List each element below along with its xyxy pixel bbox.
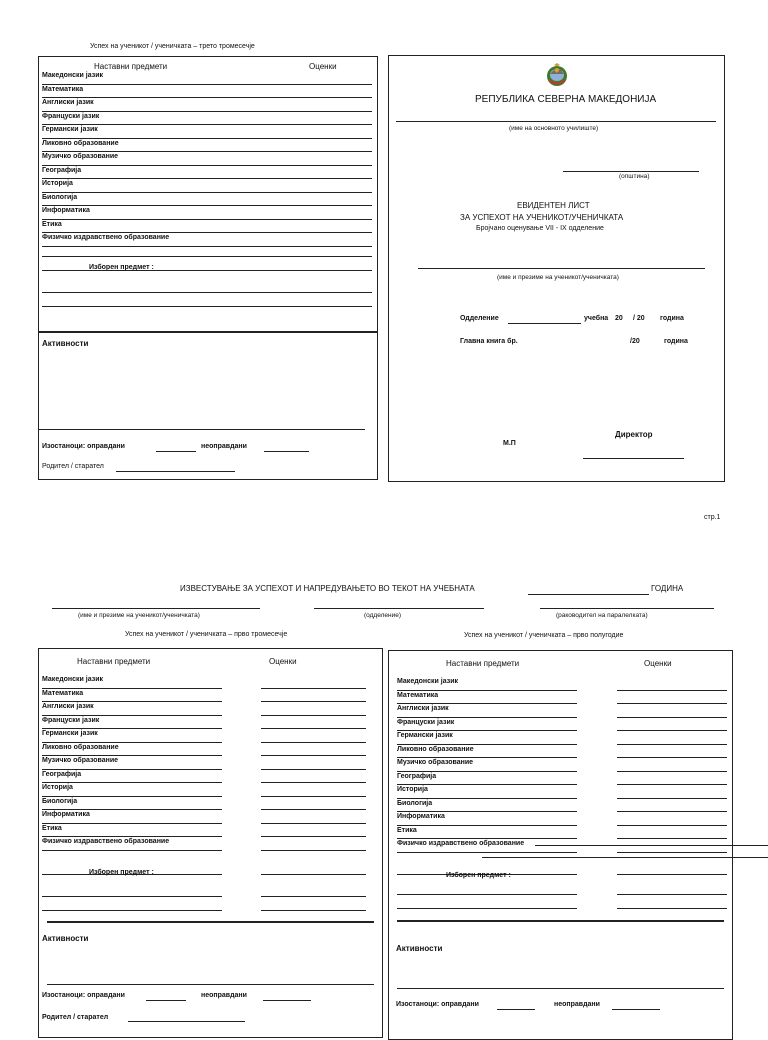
subject-label: Француски јазик — [42, 112, 100, 120]
subject-line — [397, 811, 577, 812]
year-label: година — [660, 315, 684, 322]
grade-input-line[interactable] — [261, 192, 371, 193]
subject-label: Македонски јазик — [42, 72, 104, 79]
class-label: Одделение — [460, 315, 499, 322]
subject-label: Географија — [42, 770, 82, 778]
subject-line — [397, 690, 577, 691]
parent-label: Родител / старател — [42, 1014, 109, 1021]
grade-input-line[interactable] — [617, 852, 727, 853]
grade-input-line[interactable] — [617, 784, 727, 785]
subject-line — [42, 836, 222, 837]
hdr-subjects: Наставни предмети — [446, 659, 520, 668]
report-title: ИЗВЕСТУВАЊЕ ЗА УСПЕХОТ И НАПРЕДУВАЊЕТО ВО ТЕКОТ НА УЧЕБНАТА — [180, 584, 475, 593]
grade-input-line[interactable] — [261, 97, 371, 98]
grade-input-line[interactable] — [617, 798, 727, 799]
subject-line — [397, 717, 577, 718]
subject-label: Ликовно образование — [397, 745, 474, 753]
grade-input-line[interactable] — [261, 836, 366, 837]
subject-label: Географија — [42, 166, 82, 174]
subject-line — [42, 755, 222, 756]
top-left-form — [38, 56, 378, 480]
subject-label: Македонски јазик — [42, 676, 104, 683]
grade-input-line[interactable] — [617, 771, 727, 772]
subject-line — [397, 703, 577, 704]
grade-input-line[interactable] — [617, 717, 727, 718]
subject-line — [397, 744, 577, 745]
grade-input-line[interactable] — [617, 703, 727, 704]
elective-label: Изборен предмет : — [89, 264, 154, 271]
subject-label: Физичко издравствено образование — [42, 838, 170, 845]
grade-input-line[interactable] — [617, 744, 727, 745]
elective-line — [42, 910, 222, 911]
subject-label: Биологија — [42, 797, 78, 805]
subject-line — [42, 782, 222, 783]
subject-line — [42, 850, 222, 851]
elective-grade-line[interactable] — [617, 874, 727, 875]
grade-input-line[interactable] — [261, 755, 366, 756]
subject-line — [42, 688, 222, 689]
elective-grade-line[interactable] — [261, 292, 371, 293]
subject-label: Информатика — [397, 813, 445, 820]
grade-input-line[interactable] — [261, 205, 371, 206]
bottom-left-form — [38, 648, 383, 1038]
grade-input-line[interactable] — [261, 178, 371, 179]
grade-input-line[interactable] — [261, 809, 366, 810]
grade-input-line[interactable] — [617, 838, 727, 839]
subject-label: Физичко издравствено образование — [397, 840, 525, 847]
subject-line — [397, 757, 577, 758]
grade-input-line[interactable] — [617, 690, 727, 691]
school-year-label: учебна — [584, 315, 609, 322]
year-prefix-1: 20 — [615, 315, 623, 322]
subject-label: Етика — [397, 826, 417, 834]
subject-label: Математика — [42, 689, 84, 697]
subject-line — [397, 852, 577, 853]
subject-line — [42, 823, 222, 824]
book-year-label: година — [664, 338, 688, 345]
subject-label: Музичко образование — [42, 153, 119, 160]
subject-label: Географија — [397, 772, 437, 780]
subject-line — [42, 728, 222, 729]
absences-unjustified-label: неоправдани — [554, 1001, 600, 1008]
municipality-hint: (општина) — [619, 173, 650, 180]
grade-input-line[interactable] — [261, 782, 366, 783]
subject-line — [397, 784, 577, 785]
grade-input-line[interactable] — [261, 138, 371, 139]
absences-unjustified-label: неоправдани — [201, 992, 247, 999]
top-right-cover — [388, 55, 725, 482]
hdr-subjects: Наставни предмети — [94, 62, 168, 71]
subject-line — [42, 809, 222, 810]
page-number: стр.1 — [704, 514, 721, 521]
elective-label: Изборен предмет : — [89, 869, 154, 876]
activities-label: Активности — [42, 934, 89, 943]
grade-input-line[interactable] — [261, 728, 366, 729]
elective-grade-line[interactable] — [261, 270, 371, 271]
elective-grade-line[interactable] — [617, 908, 727, 909]
coat-of-arms-icon — [545, 61, 569, 87]
book-label: Главна книга бр. — [460, 338, 518, 345]
elective-grade-line[interactable] — [617, 894, 727, 895]
grade-input-line[interactable] — [261, 124, 371, 125]
grade-input-line[interactable] — [617, 825, 727, 826]
form-title: ЕВИДЕНТЕН ЛИСТ — [517, 201, 590, 210]
bottom-right-caption: Успех на ученикот / ученичката – прво полугодие — [464, 632, 624, 639]
grade-input-line[interactable] — [261, 701, 366, 702]
absences-unjustified-label: неоправдани — [201, 443, 247, 450]
country-title: РЕПУБЛИКА СЕВЕРНА МАКЕДОНИЈА — [475, 94, 657, 105]
activities-label: Активности — [42, 339, 89, 348]
subject-label: Музичко образование — [397, 759, 474, 766]
subject-line — [42, 769, 222, 770]
subject-label: Информатика — [42, 811, 90, 818]
grade-input-line[interactable] — [261, 232, 371, 233]
subject-label: Физичко издравствено образование — [42, 234, 170, 241]
subject-label: Математика — [42, 85, 84, 93]
subject-line — [42, 715, 222, 716]
subject-label: Етика — [42, 824, 62, 832]
elective-grade-line[interactable] — [261, 306, 371, 307]
grade-input-line[interactable] — [261, 850, 366, 851]
subject-label: Француски јазик — [42, 716, 100, 724]
grade-input-line[interactable] — [261, 111, 371, 112]
subject-label: Етика — [42, 220, 62, 228]
elective-line — [397, 908, 577, 909]
absences-justified-label: Изостаноци: оправдани — [42, 443, 125, 450]
subject-label: Англиски јазик — [42, 99, 94, 106]
subject-line — [397, 798, 577, 799]
absences-justified-label: Изостаноци: оправдани — [42, 992, 125, 999]
subject-label: Музичко образование — [42, 757, 119, 764]
hint-teacher: (раководител на паралелката) — [556, 612, 648, 619]
subject-label: Биологија — [42, 193, 78, 201]
top-caption: Успех на ученикот / ученичката – трето тромесечје — [90, 43, 255, 50]
grade-input-line[interactable] — [261, 246, 371, 247]
subject-line — [397, 838, 577, 839]
parent-label: Родител / старател — [42, 463, 104, 470]
elective-label: Изборен предмет : — [446, 872, 511, 879]
subject-label: Француски јазик — [397, 718, 455, 726]
elective-grade-line[interactable] — [261, 874, 366, 875]
hint-student: (име и презиме на ученикот/ученичката) — [78, 612, 200, 619]
elective-line — [397, 894, 577, 895]
subject-label: Ликовно образование — [42, 743, 119, 751]
grade-input-line[interactable] — [261, 715, 366, 716]
elective-grade-line[interactable] — [261, 910, 366, 911]
grade-input-line[interactable] — [261, 219, 371, 220]
elective-grade-line[interactable] — [261, 256, 371, 257]
grade-input-line[interactable] — [617, 730, 727, 731]
subject-label: Македонски јазик — [397, 678, 459, 685]
grade-input-line[interactable] — [261, 796, 366, 797]
subject-label: Германски јазик — [42, 126, 98, 133]
hdr-grades: Оценки — [269, 657, 297, 666]
subject-line — [42, 701, 222, 702]
subject-label: Математика — [397, 691, 439, 699]
stamp-label: М.П — [503, 440, 516, 447]
subject-line — [397, 730, 577, 731]
year-prefix-2: / 20 — [633, 315, 645, 322]
subject-line — [42, 742, 222, 743]
subject-label: Англиски јазик — [42, 703, 94, 710]
grade-input-line[interactable] — [261, 688, 366, 689]
school-hint: (име на основното училиште) — [509, 125, 599, 132]
subject-line — [397, 825, 577, 826]
subject-label: Ликовно образование — [42, 139, 119, 147]
hdr-subjects: Наставни предмети — [77, 657, 151, 666]
subject-label: Историја — [397, 786, 428, 793]
student-hint: (име и презиме на ученикот/ученичката) — [497, 274, 619, 281]
hint-class: (одделение) — [364, 612, 402, 619]
form-subtitle: ЗА УСПЕХОТ НА УЧЕНИКОТ/УЧЕНИЧКАТА — [460, 213, 624, 222]
subject-label: Историја — [42, 180, 73, 187]
activities-label: Активности — [396, 944, 443, 953]
grade-input-line[interactable] — [261, 742, 366, 743]
absences-justified-label: Изостаноци: оправдани — [396, 1001, 479, 1008]
subject-label: Биологија — [397, 799, 433, 807]
subject-label: Англиски јазик — [397, 705, 449, 712]
grade-input-line[interactable] — [261, 151, 371, 152]
grade-input-line[interactable] — [261, 165, 371, 166]
subject-label: Историја — [42, 784, 73, 791]
grade-input-line[interactable] — [261, 769, 366, 770]
subject-label: Германски јазик — [42, 730, 98, 737]
elective-grade-line[interactable] — [261, 896, 366, 897]
subject-label: Германски јазик — [397, 732, 453, 739]
grade-input-line[interactable] — [261, 84, 371, 85]
form-grading-note: Бројчано оценување VII - IX одделение — [476, 225, 604, 232]
subject-label: Информатика — [42, 207, 90, 214]
grade-input-line[interactable] — [617, 757, 727, 758]
report-year-word: ГОДИНА — [651, 584, 684, 593]
book-year: /20 — [630, 338, 640, 345]
elective-line — [42, 896, 222, 897]
director-label: Директор — [615, 430, 653, 439]
grade-input-line[interactable] — [617, 811, 727, 812]
bottom-left-caption: Успех на ученикот / ученичката – прво тромесечје — [125, 631, 288, 638]
subject-line — [397, 771, 577, 772]
hdr-grades: Оценки — [309, 62, 337, 71]
hdr-grades: Оценки — [644, 659, 672, 668]
subject-line — [42, 796, 222, 797]
grade-input-line[interactable] — [261, 823, 366, 824]
